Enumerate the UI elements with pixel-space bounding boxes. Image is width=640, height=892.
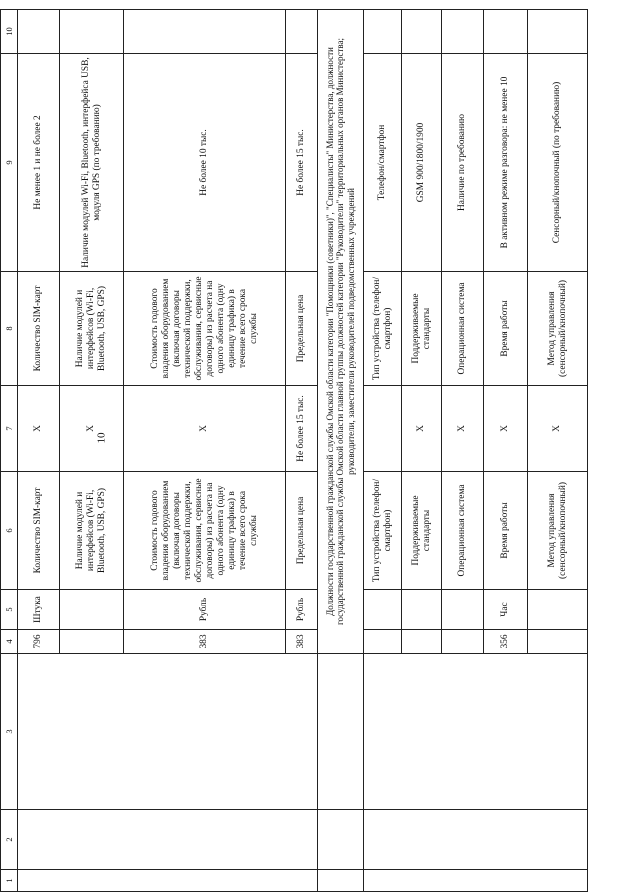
header-cell: 2 (1, 810, 18, 870)
table-cell (60, 630, 124, 654)
table-cell (364, 810, 588, 870)
table-cell: Время работы (484, 272, 528, 386)
table-cell: Не более 15 тыс. (286, 54, 318, 272)
table-cell: Не более 10 тыс. (124, 54, 286, 272)
table-cell (18, 810, 318, 870)
table-cell (286, 10, 318, 54)
table-cell: Сенсорный/кнопочный (по требованию) (528, 54, 588, 272)
table-cell (364, 10, 402, 54)
table-cell (528, 590, 588, 630)
table-cell: X (442, 386, 484, 472)
table-cell: Не менее 1 и не более 2 (18, 54, 60, 272)
header-cell: 4 (1, 630, 18, 654)
table-cell (318, 654, 364, 810)
header-cell: 6 (1, 472, 18, 590)
page-number: 10 (95, 432, 108, 444)
table-cell (60, 590, 124, 630)
table-cell (528, 630, 588, 654)
table-cell: Телефон/смартфон (364, 54, 402, 272)
table-cell: Наличие модулей и интерфейсов (Wi-Fi, Bluetooth, USB, GPS) (60, 472, 124, 590)
table-cell (528, 10, 588, 54)
table-cell (60, 10, 124, 54)
table-cell: Время работы (484, 472, 528, 590)
table-cell (18, 870, 318, 892)
table-cell: Метод управления (сенсорный/кнопочный) (528, 472, 588, 590)
table-cell: Стоимость годового владения оборудованием (включая договоры технической поддержки, обслуживания, сервисные договоры) из расчета на одного абонента (одну единицу трафика) в течение всего срока службы (124, 472, 286, 590)
table-cell: X (484, 386, 528, 472)
table-cell: Предельная цена (286, 472, 318, 590)
table-cell: Наличие по требованию (442, 54, 484, 272)
table-cell: Операционная система (442, 272, 484, 386)
header-cell: 9 (1, 54, 18, 272)
table-cell (364, 630, 402, 654)
table-cell (442, 590, 484, 630)
table-cell: X (60, 386, 124, 472)
column-number-row (1, 10, 18, 892)
table-cell: X (18, 386, 60, 472)
table-cell: Наличие модулей Wi-Fi, Bluetooth, интерфейса USB, модуля GPS (по требованию) (60, 54, 124, 272)
table-cell: Операционная система (442, 472, 484, 590)
table-cell (484, 10, 528, 54)
table-cell (124, 10, 286, 54)
section-heading: Должности государственной гражданской службы Омской области категории "Помощники (советники)", "Специалисты" Министерства, должности государственной гражданской службы Омской области главной группы должностей категории "Руководители" территориальных органов Министерства; руководители, заместители руководителей подведомственных учреждений (318, 10, 364, 654)
section-heading-row (318, 10, 364, 892)
header-cell: 3 (1, 654, 18, 810)
table-cell: 796 (18, 630, 60, 654)
table-cell: Количество SIM-карт (18, 272, 60, 386)
table-cell: Наличие модулей и интерфейсов (Wi-Fi, Bluetooth, USB, GPS) (60, 272, 124, 386)
table-cell (18, 654, 318, 810)
table-cell: 383 (124, 630, 286, 654)
table-cell (364, 590, 402, 630)
table-cell: Поддерживаемые стандарты (402, 472, 442, 590)
table-cell: Тип устройства (телефон/смартфон) (364, 272, 402, 386)
table-cell: Не более 15 тыс. (286, 386, 318, 472)
table-cell: Рубль (124, 590, 286, 630)
table-cell (442, 10, 484, 54)
header-cell: 10 (1, 10, 18, 54)
table-row (18, 10, 60, 892)
table-cell: X (528, 386, 588, 472)
table-cell: Тип устройства (телефон/смартфон) (364, 472, 402, 590)
table-cell: X (124, 386, 286, 472)
table-cell (18, 10, 60, 54)
header-cell: 1 (1, 870, 18, 892)
table-cell: Рубль (286, 590, 318, 630)
table-cell (402, 10, 442, 54)
table-cell: В активном режиме разговора: не менее 10 (484, 54, 528, 272)
table-cell: Час (484, 590, 528, 630)
header-cell: 5 (1, 590, 18, 630)
table-cell (364, 386, 402, 472)
header-cell: 8 (1, 272, 18, 386)
table-cell (318, 810, 364, 870)
table-cell: Предельная цена (286, 272, 318, 386)
table-cell: Количество SIM-карт (18, 472, 60, 590)
table-cell: Стоимость годового владения оборудованием (включая договоры технической поддержки, обслуживания, сервисные договоры) из расчета на одного абонента (одну единицу трафика) в течение всего срока службы (124, 272, 286, 386)
specification-table (0, 9, 588, 892)
table-cell (318, 870, 364, 892)
table-cell (364, 654, 588, 810)
table-cell: Поддерживаемые стандарты (402, 272, 442, 386)
table-cell (364, 870, 588, 892)
table-cell (402, 590, 442, 630)
table-cell (402, 630, 442, 654)
header-cell: 7 (1, 386, 18, 472)
table-cell: 356 (484, 630, 528, 654)
table-cell: Метод управления (сенсорный/кнопочный) (528, 272, 588, 386)
table-row (364, 10, 402, 892)
table-cell (442, 630, 484, 654)
table-cell: 383 (286, 630, 318, 654)
table-cell: Штука (18, 590, 60, 630)
table-cell: GSM 900/1800/1900 (402, 54, 442, 272)
table-cell: X (402, 386, 442, 472)
